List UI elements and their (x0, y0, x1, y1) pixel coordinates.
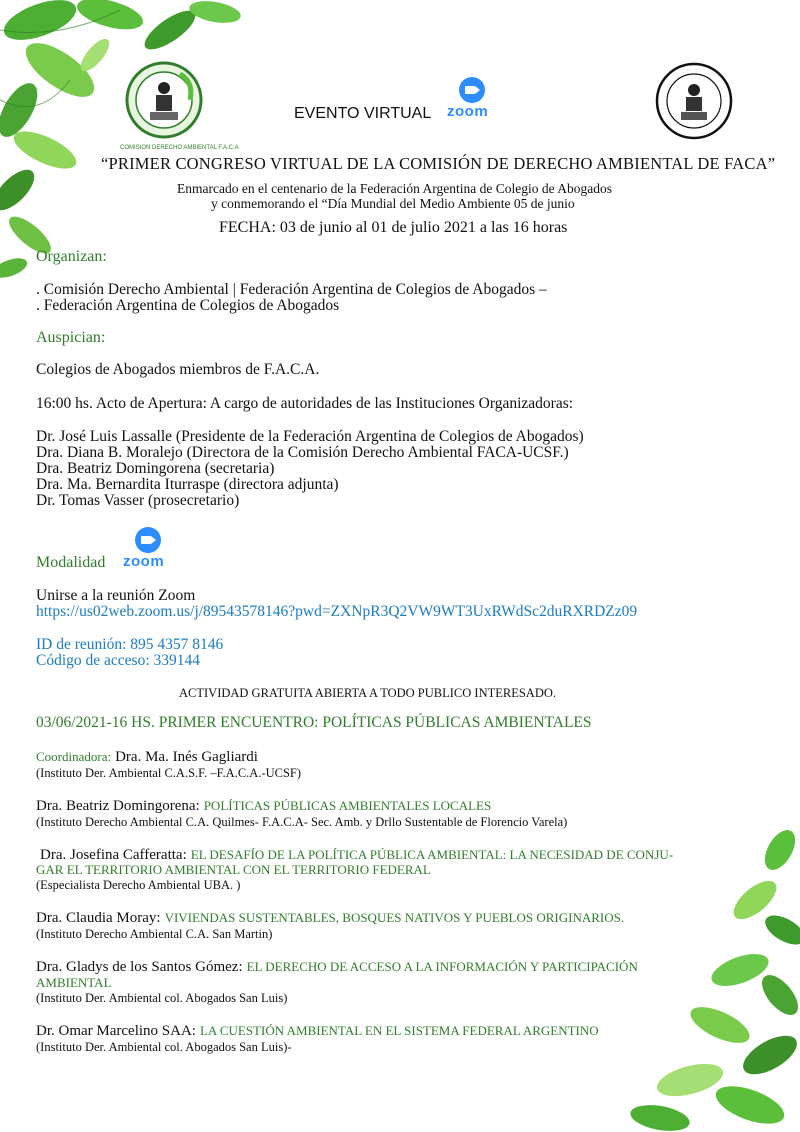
speaker-line (36, 958, 638, 976)
coordinator-institution: (Instituto Der. Ambiental C.A.S.F. –F.A.C.A.-UCSF) (36, 766, 302, 780)
left-logo-caption: COMISION DERECHO AMBIENTAL F.A.C.A (120, 145, 239, 151)
leaves-bottom-right-decoration (620, 820, 800, 1132)
speaker-name: Dra. Gladys de los Santos Gómez: (36, 959, 243, 975)
session-title: 03/06/2021-16 HS. PRIMER ENCUENTRO: POLÍTICAS PÚBLICAS AMBIENTALES (36, 714, 592, 731)
organizan-label: Organizan: (36, 248, 107, 265)
sponsor-text: Colegios de Abogados miembros de F.A.C.A. (36, 361, 320, 378)
faca-logo (655, 62, 733, 140)
speaker-institution: (Instituto Der. Ambiental col. Abogados San Luis) (36, 991, 288, 1005)
congress-title: “PRIMER CONGRESO VIRTUAL DE LA COMISIÓN DE DERECHO AMBIENTAL DE FACA” (101, 154, 776, 173)
lawyer-emblem-icon (120, 60, 208, 140)
authority-item: Dra. Diana B. Moralejo (Directora de la Comisión Derecho Ambiental FACA-UCSF.) (36, 444, 569, 461)
speaker-institution: (Instituto Derecho Ambiental C.A. San Martin) (36, 927, 273, 941)
subtitle-line-1: Enmarcado en el centenario de la Federación Argentina de Colegio de Abogados (177, 181, 612, 196)
speaker-line (36, 909, 624, 927)
faca-seal-icon (655, 62, 733, 140)
event-date: FECHA: 03 de junio al 01 de julio 2021 a las 16 horas (219, 219, 568, 236)
authority-item: Dra. Beatriz Domingorena (secretaria) (36, 460, 275, 477)
zoom-camera-icon (135, 527, 161, 553)
modalidad-label: Modalidad (36, 554, 106, 571)
organizer-line-2: . Federación Argentina de Colegios de Abogados (36, 297, 340, 314)
coordinator-name: Dra. Ma. Inés Gagliardi (115, 749, 258, 765)
speaker-topic: VIVIENDAS SUSTENTABLES, BOSQUES NATIVOS Y PUEBLOS ORIGINARIOS. (164, 910, 625, 925)
auspician-label: Auspician: (36, 329, 106, 346)
authority-item: Dr. José Luis Lassalle (Presidente de la Federación Argentina de Colegios de Abogados) (36, 428, 584, 445)
opening-act: 16:00 hs. Acto de Apertura: A cargo de autoridades de las Instituciones Organizadoras: (36, 395, 574, 412)
speaker-institution: (Especialista Derecho Ambiental UBA. ) (36, 878, 241, 892)
zoom-camera-icon (459, 77, 485, 103)
coordinator-label: Coordinadora: (36, 749, 112, 764)
faca-environmental-logo (120, 60, 239, 152)
authority-item: Dra. Ma. Bernardita Iturraspe (directora adjunta) (36, 476, 339, 493)
speaker-name: Dra. Josefina Cafferatta: (40, 847, 187, 863)
speaker-topic: EL DESAFÍO DE LA POLÍTICA PÚBLICA AMBIENTAL: LA NECESIDAD DE CONJU- (190, 847, 674, 862)
speaker-topic: LA CUESTIÓN AMBIENTAL EN EL SISTEMA FEDERAL ARGENTINO (199, 1023, 599, 1038)
speaker-name: Dra. Claudia Moray: (36, 910, 161, 926)
zoom-meeting-link[interactable]: https://us02web.zoom.us/j/89543578146?pwd=ZXNpR3Q2VW9WT3UxRWdSc2duRXRDZz09 (36, 603, 638, 620)
access-code: Código de acceso: 339144 (36, 652, 201, 669)
speaker-line (36, 797, 491, 815)
zoom-logo-text: zoom (447, 103, 489, 120)
join-zoom-text: Unirse a la reunión Zoom (36, 587, 196, 604)
organizer-line-1: . Comisión Derecho Ambiental | Federación Argentina de Colegios de Abogados – (36, 281, 547, 298)
speaker-topic-cont: AMBIENTAL (36, 975, 112, 990)
speaker-institution: (Instituto Derecho Ambiental C.A. Quilmes- F.A.C.A- Sec. Amb. y Drllo Sustentable de Florencio Varela) (36, 815, 568, 829)
speaker-topic-cont: GAR EL TERRITORIO AMBIENTAL CON EL TERRITORIO FEDERAL (36, 862, 431, 877)
zoom-logo-text: zoom (123, 553, 165, 570)
speaker-name: Dra. Beatriz Domingorena: (36, 798, 200, 814)
speaker-topic: POLÍTICAS PÚBLICAS AMBIENTALES LOCALES (203, 798, 492, 813)
speaker-institution: (Instituto Der. Ambiental col. Abogados San Luis)- (36, 1040, 292, 1054)
coordinator-line (36, 748, 258, 766)
free-activity-notice: ACTIVIDAD GRATUITA ABIERTA A TODO PUBLICO INTERESADO. (179, 686, 557, 700)
speaker-topic: EL DERECHO DE ACCESO A LA INFORMACIÓN Y PARTICIPACIÓN (246, 959, 638, 974)
speaker-name: Dr. Omar Marcelino SAA: (36, 1023, 196, 1039)
event-label: EVENTO VIRTUAL (294, 105, 432, 122)
speaker-line (36, 1022, 599, 1040)
subtitle-line-2: y conmemorando el “Día Mundial del Medio Ambiente 05 de junio (211, 196, 575, 211)
authority-item: Dr. Tomas Vasser (prosecretario) (36, 492, 240, 509)
meeting-id: ID de reunión: 895 4357 8146 (36, 636, 224, 653)
